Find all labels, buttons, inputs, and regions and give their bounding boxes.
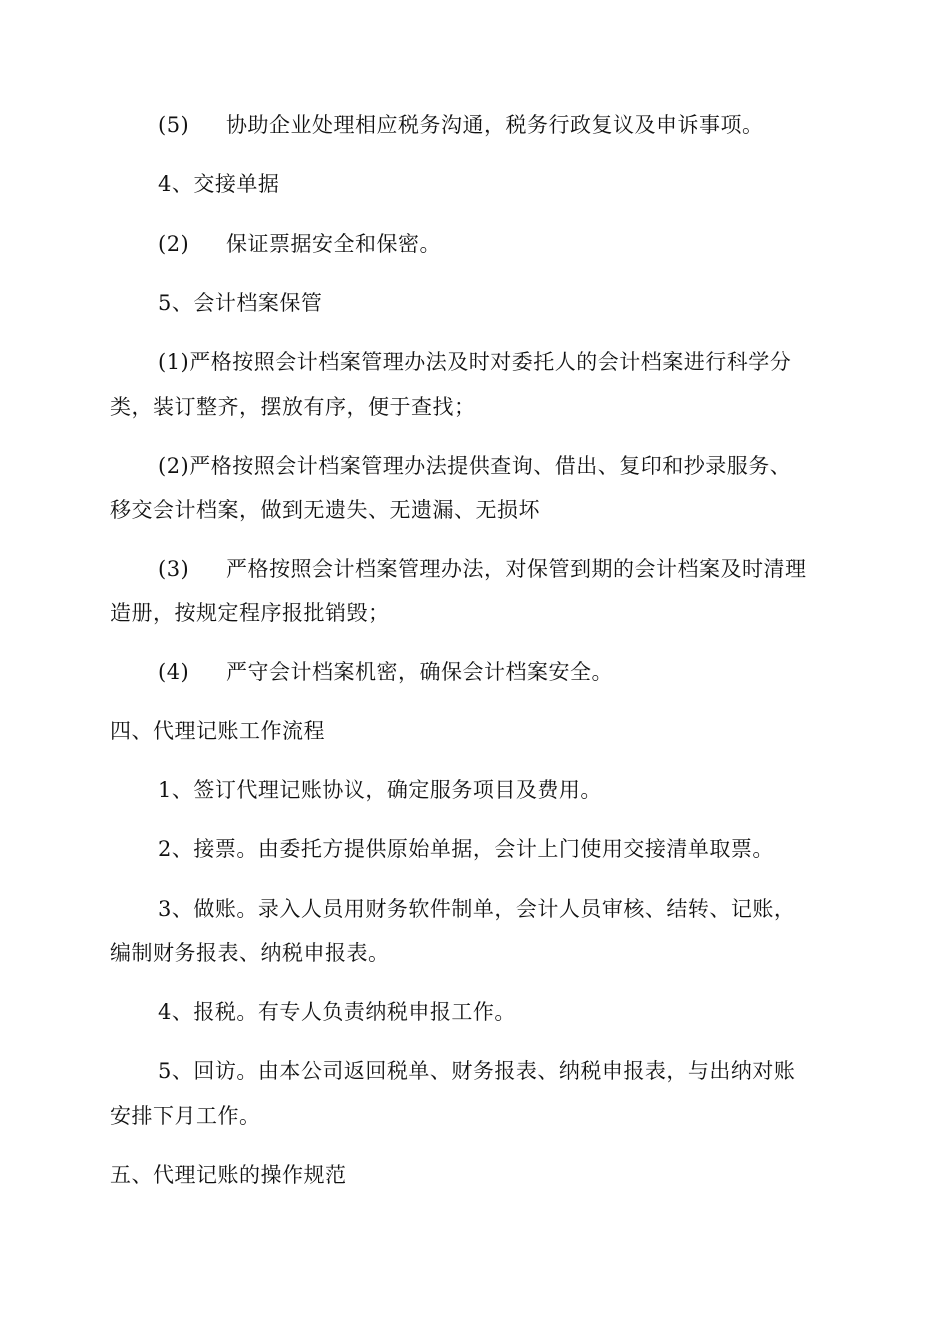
item-text: 严守会计档案机密，确保会计档案安全。	[226, 660, 613, 684]
handover-item-2	[158, 229, 441, 259]
item-number: (3)	[158, 557, 190, 581]
archive-item-1-line-2: 类，装订整齐，摆放有序，便于查找；	[110, 395, 476, 419]
item-number: (4)	[158, 660, 190, 684]
flow-step-3-line-2: 编制财务报表、纳税申报表。	[110, 941, 390, 965]
archive-item-2-line-2: 移交会计档案，做到无遗失、无遗漏、无损坏	[110, 498, 540, 522]
tax-item-5	[158, 110, 764, 140]
flow-step-2: 2、接票。由委托方提供原始单据，会计上门使用交接清单取票。	[158, 837, 774, 861]
item-text: 严格按照会计档案管理办法，对保管到期的会计档案及时清理	[226, 557, 807, 581]
archive-item-1-line-1: (1)严格按照会计档案管理办法及时对委托人的会计档案进行科学分	[158, 350, 792, 374]
item-number: (5)	[158, 113, 190, 137]
flow-step-5-line-2: 安排下月工作。	[110, 1104, 261, 1128]
flow-step-3-line-1: 3、做账。录入人员用财务软件制单，会计人员审核、结转、记账，	[158, 897, 796, 921]
archive-item-4	[158, 657, 613, 687]
archive-item-3-line-1	[158, 554, 807, 584]
archive-item-3-line-2: 造册，按规定程序报批销毁；	[110, 601, 390, 625]
subheading-archive: 5、会计档案保管	[158, 291, 323, 315]
section-4-title: 四、代理记账工作流程	[110, 719, 325, 743]
item-number: (2)	[158, 232, 190, 256]
flow-step-5-line-1: 5、回访。由本公司返回税单、财务报表、纳税申报表，与出纳对账	[158, 1059, 796, 1083]
subheading-handover: 4、交接单据	[158, 172, 280, 196]
section-5-title: 五、代理记账的操作规范	[110, 1163, 347, 1187]
flow-step-1: 1、签订代理记账协议，确定服务项目及费用。	[158, 778, 602, 802]
flow-step-4: 4、报税。有专人负责纳税申报工作。	[158, 1000, 516, 1024]
item-text: 协助企业处理相应税务沟通，税务行政复议及申诉事项。	[226, 113, 764, 137]
item-text: 保证票据安全和保密。	[226, 232, 441, 256]
archive-item-2-line-1: (2)严格按照会计档案管理办法提供查询、借出、复印和抄录服务、	[158, 454, 792, 478]
